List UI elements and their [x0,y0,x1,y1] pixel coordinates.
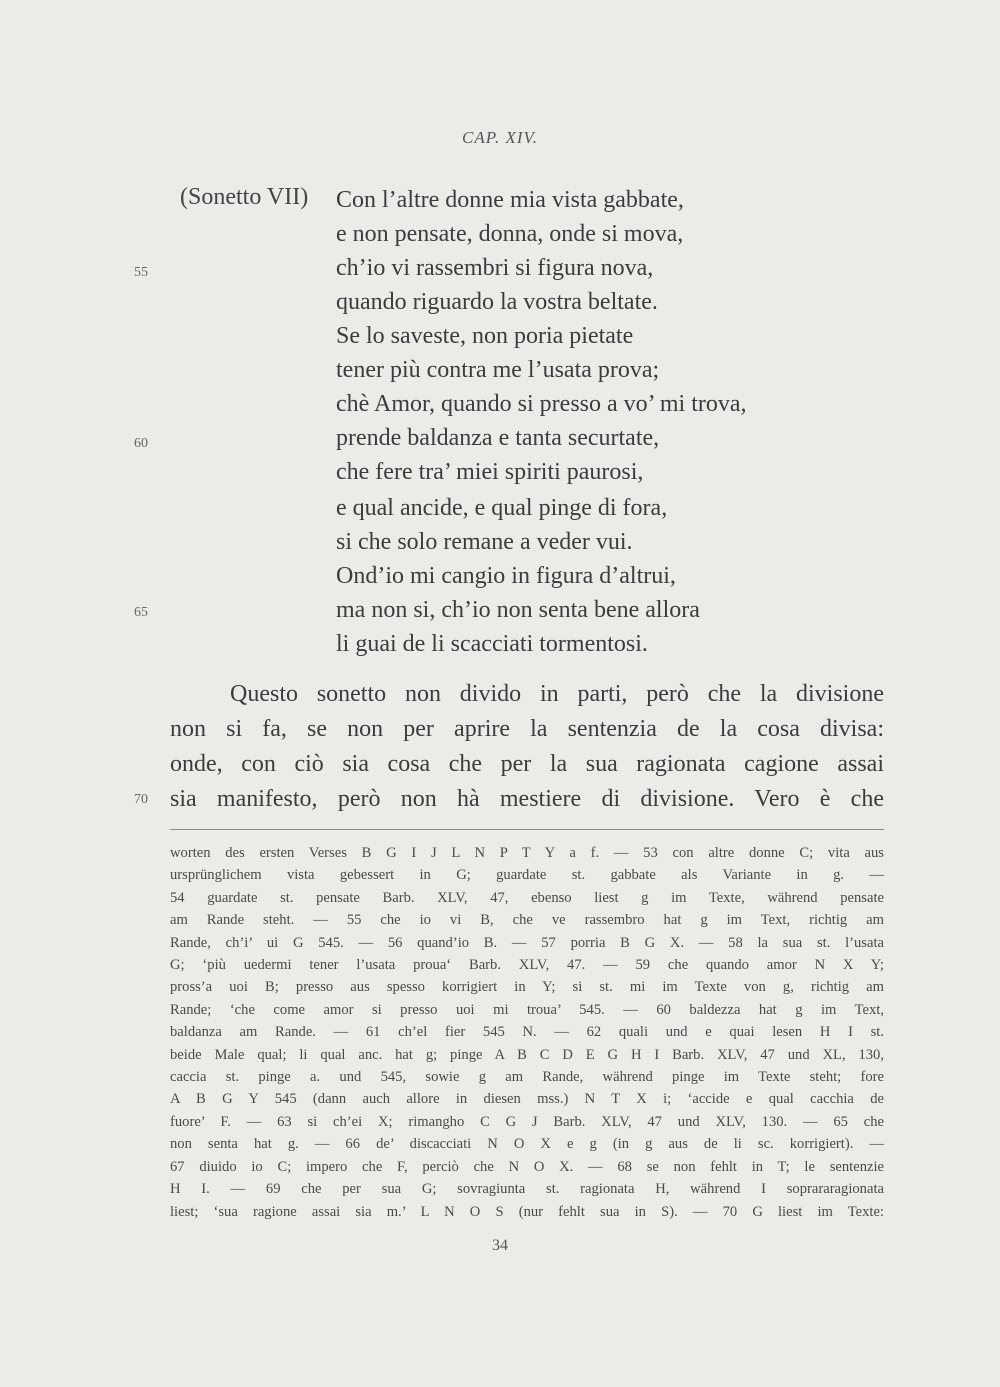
verse-line: Se lo saveste, non poria pietate [336,323,634,349]
verse-line: tener più contra me l’usata prova; [336,357,660,383]
note-line: H I. — 69 che per sua G; sovragiunta st. ragionata H, während I soprararagionata [170,1181,884,1198]
prose-line: non si fa, se non per aprire la sentenzia de la cosa divisa: [170,716,884,742]
running-header: CAP. XIV. [462,128,538,147]
verse-line: li guai de li scacciati tormentosi. [336,631,648,657]
note-line: am Rande steht. — 55 che io vi B, che ve rassembro hat g im Text, richtig am [170,912,884,929]
critical-apparatus [170,842,884,1223]
note-line: baldanza am Rande. — 61 ch’el fier 545 N. — 62 quali und e quai lesen H I st. [170,1024,884,1041]
note-line: caccia st. pinge a. und 545, sowie g am Rande, während pinge im Texte steht; fore [170,1069,884,1086]
page-number: 34 [492,1237,508,1254]
verse-line: Con l’altre donne mia vista gabbate, [336,187,684,213]
verse-line: chè Amor, quando si presso a vo’ mi trova, [336,391,747,417]
prose-line: Questo sonetto non divido in parti, però che la divisione [230,681,884,707]
note-line: G; ‘più uedermi tener l’usata proua‘ Barb. XLV, 47. — 59 che quando amor N X Y; [170,957,884,974]
sonnet-label: (Sonetto VII) [180,184,309,210]
verse-line: Ond’io mi cangio in figura d’altrui, [336,563,676,589]
note-line: worten des ersten Verses B G I J L N P T Y a f. — 53 con altre donne C; vita aus [170,845,884,861]
verse-line: e qual ancide, e qual pinge di fora, [336,495,668,521]
note-line: beide Male qual; li qual anc. hat g; pinge A B C D E G H I Barb. XLV, 47 und XL, 130, [170,1046,884,1063]
note-line: ursprünglichem vista gebessert in G; guardate st. gabbate als Variante in g. — [170,867,884,884]
footnote-divider [170,829,884,830]
verse-line: ch’io vi rassembri si figura nova, [336,255,654,281]
note-line: fuore’ F. — 63 si ch’ei X; rimangho C G J Barb. XLV, 47 und XLV, 130. — 65 che [170,1113,884,1130]
verse-line: ma non si, ch’io non senta bene allora [336,597,700,623]
note-line: Rande; ‘che come amor si presso uoi mi troua’ 545. — 60 baldezza hat g im Text, [170,1001,884,1018]
note-line: pross’a uoi B; presso aus spesso korrigiert in Y; si st. mi im Texte von g, richtig am [170,979,884,996]
prose-line: onde, con ciò sia cosa che per la sua ragionata cagione assai [170,751,884,777]
verse-line: e non pensate, donna, onde si mova, [336,221,684,247]
verse-line: che fere tra’ miei spiriti paurosi, [336,459,644,485]
verse-line: prende baldanza e tanta securtate, [336,425,660,451]
note-line: A B G Y 545 (dann auch allore in diesen mss.) N T X i; ‘accide e qual cacchia de [170,1091,884,1108]
note-line: non senta hat g. — 66 de’ discacciati N O X e g (in g aus de li sc. korrigiert). — [170,1136,884,1153]
note-line: Rande, ch’i’ ui G 545. — 56 quand’io B. — 57 porria B G X. — 58 la sua st. l’usata [170,934,884,951]
line-number: 70 [134,792,148,807]
note-line: 67 diuido io C; impero che F, perciò che N O X. — 68 se non fehlt in T; le sentenzie [170,1158,884,1175]
note-line: liest; ‘sua ragione assai sia m.’ L N O S (nur fehlt sua in S). — 70 G liest im Texte: [170,1203,884,1220]
verse-line: si che solo remane a veder vui. [336,529,633,555]
line-number: 65 [134,605,148,620]
prose-line: sia manifesto, però non hà mestiere di divisione. Vero è che [170,786,884,812]
verse-line: quando riguardo la vostra beltate. [336,289,658,315]
note-line: 54 guardate st. pensate Barb. XLV, 47, ebenso liest g im Texte, während pensate [170,889,884,906]
line-number: 55 [134,265,148,280]
line-number: 60 [134,436,148,451]
